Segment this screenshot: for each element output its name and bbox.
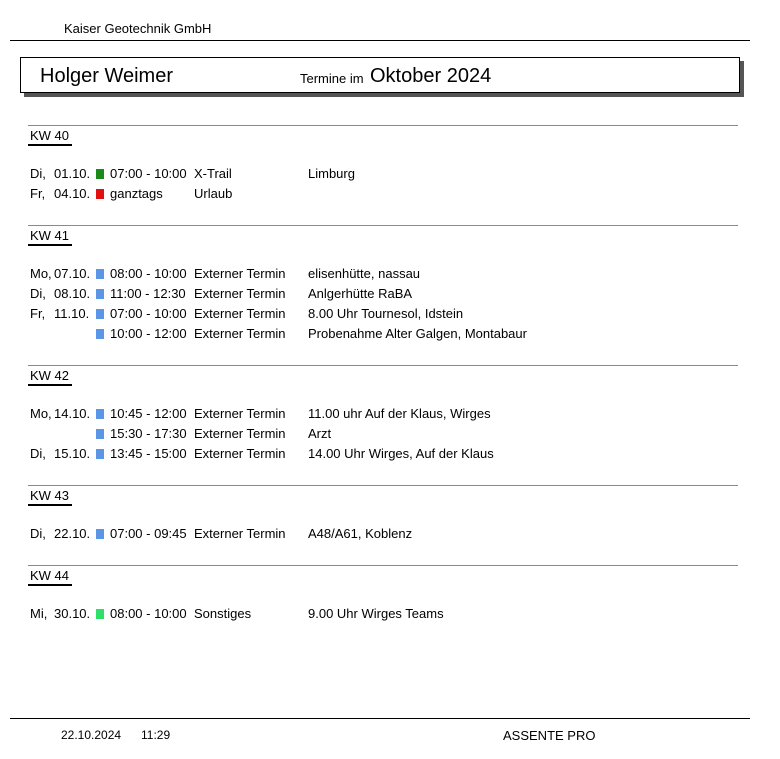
appointment-row[interactable] bbox=[28, 306, 738, 326]
appointment-row[interactable] bbox=[28, 406, 738, 426]
date-text: 01.10. bbox=[54, 166, 91, 181]
date-text: 04.10. bbox=[54, 186, 91, 201]
date-text: 30.10. bbox=[54, 606, 91, 621]
appointment-type: Externer Termin bbox=[194, 306, 286, 321]
appointment-type: Externer Termin bbox=[194, 446, 286, 461]
appointment-type: Externer Termin bbox=[194, 286, 286, 301]
category-color-marker bbox=[96, 429, 104, 439]
time-range: 08:00 - 10:00 bbox=[110, 606, 187, 621]
time-range: 10:00 - 12:00 bbox=[110, 326, 187, 341]
date-text: 22.10. bbox=[54, 526, 91, 541]
appointment-type: Externer Termin bbox=[194, 526, 286, 541]
week-divider bbox=[28, 365, 738, 366]
appointment-location: Anlgerhütte RaBA bbox=[308, 286, 413, 301]
appointment-type: Externer Termin bbox=[194, 326, 286, 341]
weekday-text: Di, bbox=[30, 286, 46, 301]
appointment-type: Externer Termin bbox=[194, 426, 286, 441]
time-range: 07:00 - 10:00 bbox=[110, 306, 187, 321]
category-color-marker bbox=[96, 189, 104, 199]
appointment-location: 14.00 Uhr Wirges, Auf der Klaus bbox=[308, 446, 494, 461]
week-label: KW 42 bbox=[28, 368, 72, 386]
footer-time: 11:29 bbox=[141, 728, 171, 742]
category-color-marker bbox=[96, 329, 104, 339]
weekday-text: Di, bbox=[30, 446, 46, 461]
appointment-row[interactable] bbox=[28, 326, 738, 346]
weekday-text: Di, bbox=[30, 166, 46, 181]
appointment-type: Externer Termin bbox=[194, 406, 286, 421]
appointment-location: 8.00 Uhr Tournesol, Idstein bbox=[308, 306, 464, 321]
appointment-location: elisenhütte, nassau bbox=[308, 266, 421, 281]
weekday-text: Mi, bbox=[30, 606, 48, 621]
title-month: Oktober 2024 bbox=[370, 65, 492, 87]
weekday-text: Mo, bbox=[30, 266, 52, 281]
title-label: Termine im bbox=[300, 71, 364, 86]
appointment-type: Sonstiges bbox=[194, 606, 252, 621]
appointment-location: A48/A61, Koblenz bbox=[308, 526, 413, 541]
time-range: 15:30 - 17:30 bbox=[110, 426, 187, 441]
appointment-location: Probenahme Alter Galgen, Montabaur bbox=[308, 326, 527, 341]
appointment-location: 9.00 Uhr Wirges Teams bbox=[308, 606, 444, 621]
appointment-type: X-Trail bbox=[194, 166, 232, 181]
time-range: 11:00 - 12:30 bbox=[110, 286, 186, 301]
appointment-row[interactable] bbox=[28, 286, 738, 306]
appointment-location: Limburg bbox=[308, 166, 355, 181]
date-text: 14.10. bbox=[54, 406, 91, 421]
appointment-type: Urlaub bbox=[194, 186, 233, 201]
date-text: 08.10. bbox=[54, 286, 91, 301]
category-color-marker bbox=[96, 449, 104, 459]
footer-rule bbox=[10, 718, 750, 719]
time-range: 07:00 - 09:45 bbox=[110, 526, 187, 541]
appointment-row[interactable] bbox=[28, 266, 738, 286]
category-color-marker bbox=[96, 289, 104, 299]
category-color-marker bbox=[96, 309, 104, 319]
week-divider bbox=[28, 225, 738, 226]
weekday-text: Mo, bbox=[30, 406, 52, 421]
date-text: 07.10. bbox=[54, 266, 91, 281]
date-text: 11.10. bbox=[54, 306, 90, 321]
time-range: 08:00 - 10:00 bbox=[110, 266, 187, 281]
week-label: KW 43 bbox=[28, 488, 72, 506]
category-color-marker bbox=[96, 169, 104, 179]
time-range: ganztags bbox=[110, 186, 163, 201]
appointment-row[interactable] bbox=[28, 166, 738, 186]
appointment-row[interactable] bbox=[28, 606, 738, 626]
weekday-text: Fr, bbox=[30, 186, 46, 201]
week-label: KW 40 bbox=[28, 128, 72, 146]
week-label: KW 41 bbox=[28, 228, 72, 246]
appointment-row[interactable] bbox=[28, 526, 738, 546]
time-range: 13:45 - 15:00 bbox=[110, 446, 187, 461]
appointment-row[interactable] bbox=[28, 446, 738, 466]
company-name: Kaiser Geotechnik GmbH bbox=[64, 21, 212, 36]
week-divider bbox=[28, 125, 738, 126]
week-divider bbox=[28, 565, 738, 566]
footer-app-name: ASSENTE PRO bbox=[503, 728, 596, 743]
time-range: 10:45 - 12:00 bbox=[110, 406, 187, 421]
time-range: 07:00 - 10:00 bbox=[110, 166, 187, 181]
category-color-marker bbox=[96, 529, 104, 539]
category-color-marker bbox=[96, 409, 104, 419]
category-color-marker bbox=[96, 269, 104, 279]
category-color-marker bbox=[96, 609, 104, 619]
title-box bbox=[20, 57, 740, 93]
weekday-text: Fr, bbox=[30, 306, 46, 321]
week-divider bbox=[28, 485, 738, 486]
appointment-row[interactable] bbox=[28, 426, 738, 446]
date-text: 15.10. bbox=[54, 446, 91, 461]
header-rule bbox=[10, 40, 750, 41]
appointment-type: Externer Termin bbox=[194, 266, 286, 281]
appointment-location: Arzt bbox=[308, 426, 332, 441]
appointment-location: 11.00 uhr Auf der Klaus, Wirges bbox=[308, 406, 491, 421]
person-name: Holger Weimer bbox=[40, 65, 173, 87]
footer-date: 22.10.2024 bbox=[61, 728, 122, 742]
appointment-row[interactable] bbox=[28, 186, 738, 206]
week-label: KW 44 bbox=[28, 568, 72, 586]
weekday-text: Di, bbox=[30, 526, 46, 541]
